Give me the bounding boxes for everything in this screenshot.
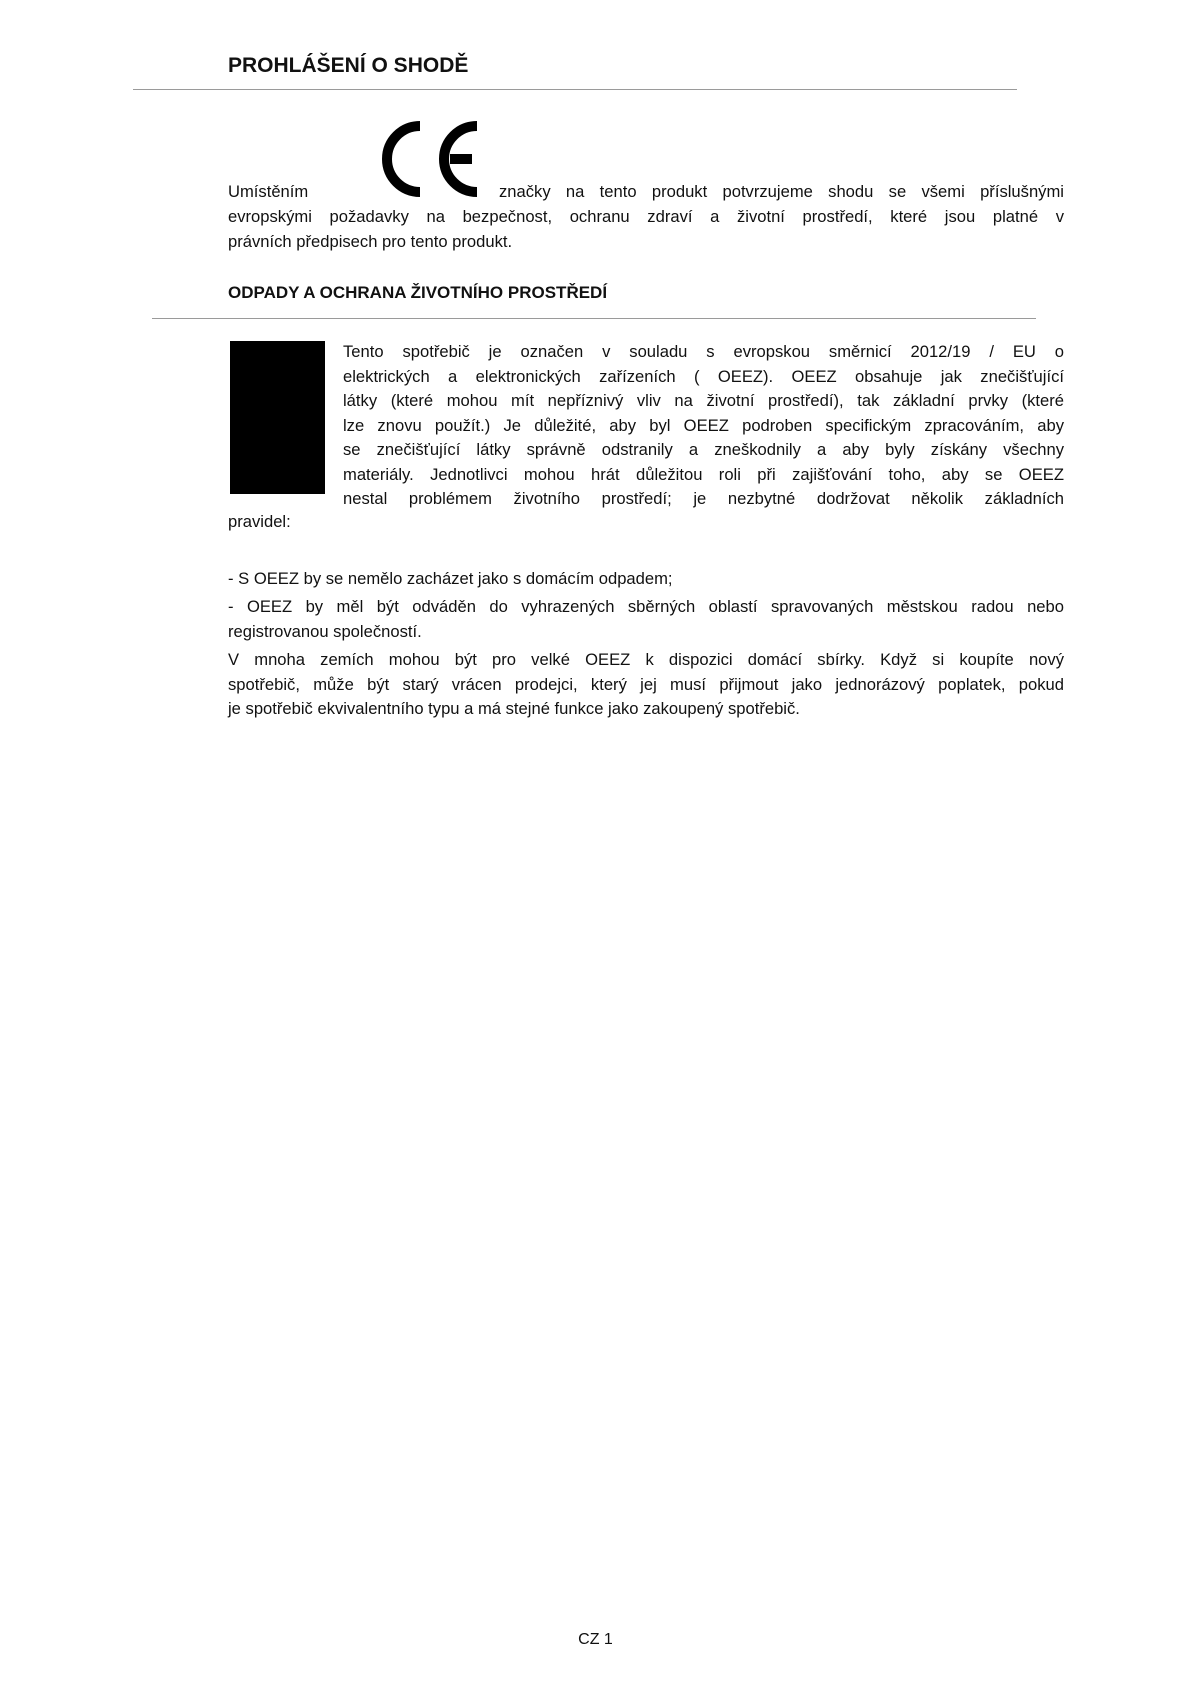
ce-first-word: Umístěním bbox=[228, 182, 309, 201]
list-item: - OEEZ by měl být odváděn do vyhrazených sběrných oblastí spravovaných městskou radou nebo registrovanou společností. bbox=[228, 597, 1064, 641]
weee-paragraph bbox=[343, 340, 1064, 512]
weee-line: se znečišťující látky správně odstranily a zneškodnily a aby byly získány všechny bbox=[343, 440, 1064, 459]
weee-symbol-image bbox=[230, 341, 325, 494]
weee-line: materiály. Jednotlivci mohou hrát důležitou roli při zajišťování toho, aby se OEEZ bbox=[343, 464, 1064, 484]
weee-line: lze znovu použít.) Je důležité, aby byl OEEZ podroben specifickým zpracováním, aby bbox=[343, 415, 1064, 435]
collection-paragraph: V mnoha zemích mohou být pro velké OEEZ k dispozici domácí sbírky. Když si koupíte nový spotřebič, může být starý vrácen prodejci, který jej musí přijmout jako jednorázový poplatek, pokud je spotřebič ekvivalentního typu a má stejné funkce jako zakoupený spotřebič. bbox=[228, 650, 1064, 718]
ce-paragraph bbox=[228, 205, 1064, 254]
weee-line: látky (které mohou mít nepříznivý vliv na životní prostředí), tak základní prvky (které bbox=[343, 391, 1064, 410]
list-item: - S OEEZ by se nemělo zacházet jako s domácím odpadem; bbox=[228, 569, 673, 588]
weee-line: elektrických a elektronických zařízeních ( OEEZ). OEEZ obsahuje jak znečišťující bbox=[343, 366, 1064, 386]
weee-paragraph-tail: pravidel: bbox=[228, 512, 291, 531]
section-title-waste: ODPADY A OCHRANA ŽIVOTNÍHO PROSTŘEDÍ bbox=[228, 283, 608, 302]
ce-mark-logo bbox=[376, 120, 482, 198]
divider-line bbox=[133, 89, 1017, 90]
page-number: CZ 1 bbox=[578, 1631, 613, 1648]
ce-first-rest: značky na tento produkt potvrzujeme shodu se všemi příslušnými bbox=[499, 182, 1064, 201]
divider-line bbox=[152, 318, 1036, 319]
section-title-declaration: PROHLÁŠENÍ O SHODĚ bbox=[228, 54, 469, 77]
ce-line: evropskými požadavky na bezpečnost, ochranu zdraví a životní prostředí, které jsou platné v bbox=[228, 207, 1064, 226]
weee-line: nestal problémem životního prostředí; je nezbytné dodržovat několik základních bbox=[343, 489, 1064, 508]
weee-line: Tento spotřebič je označen v souladu s evropskou směrnicí 2012/19 / EU o bbox=[343, 342, 1064, 361]
ce-line: právních předpisech pro tento produkt. bbox=[228, 231, 513, 251]
